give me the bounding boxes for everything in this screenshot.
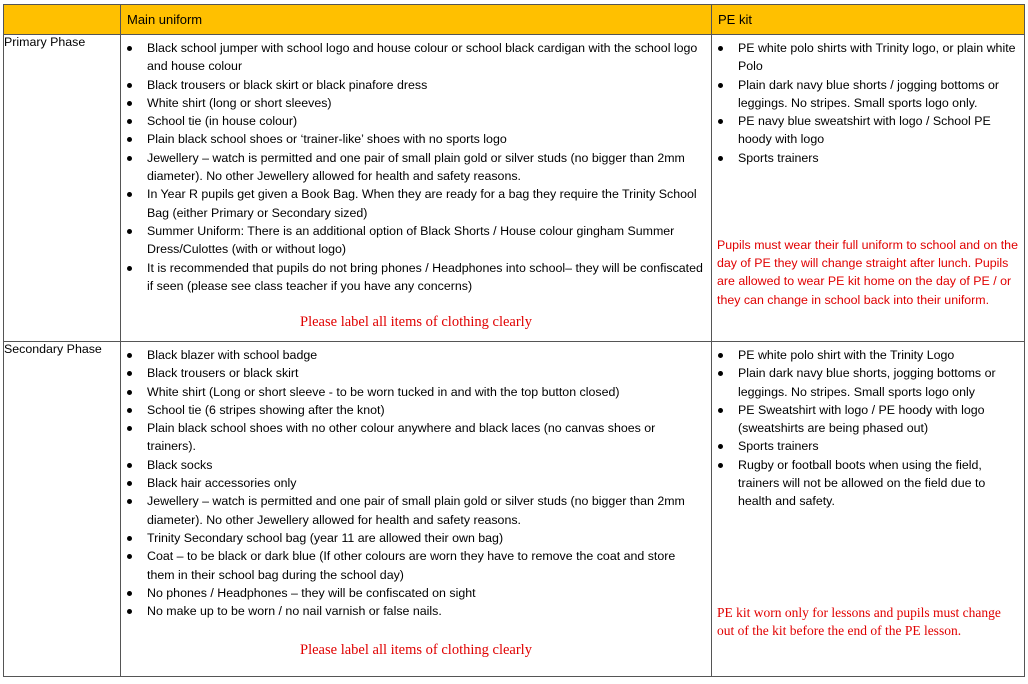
primary-pe-note: Pupils must wear their full uniform to school and on the day of PE they will change straight after lunch. Pupils are allowed to wear PE kit home on the day of PE / or they can change in school back into their uniform.: [717, 238, 1018, 307]
list-item: Plain black school shoes with no other colour anywhere and black laces (no canvas shoes or trainers).: [121, 419, 705, 456]
list-item: PE navy blue sweatshirt with logo / School PE hoody with logo: [712, 112, 1018, 149]
primary-row: [4, 35, 1025, 342]
header-row: [4, 5, 1025, 35]
list-item: Rugby or football boots when using the field, trainers will not be allowed on the field due to health and safety.: [712, 456, 1018, 511]
list-item: PE white polo shirt with the Trinity Logo: [712, 346, 1018, 364]
list-item: In Year R pupils get given a Book Bag. When they are ready for a bag they require the Trinity School Bag (either Primary or Secondary sized): [121, 185, 705, 222]
primary-main-list: [121, 35, 711, 295]
list-item: White shirt (long or short sleeves): [121, 94, 705, 112]
primary-label-note: Please label all items of clothing clearly: [300, 314, 532, 330]
secondary-main-uniform-cell: [121, 342, 712, 677]
secondary-phase-label: Secondary Phase: [4, 342, 121, 677]
list-item: Black hair accessories only: [121, 474, 705, 492]
list-item: Black socks: [121, 456, 705, 474]
list-item: School tie (6 stripes showing after the knot): [121, 401, 705, 419]
list-item: Jewellery – watch is permitted and one pair of small plain gold or silver studs (no bigger than 2mm diameter). No other Jewellery allowed for health and safety reasons.: [121, 492, 705, 529]
list-item: Jewellery – watch is permitted and one pair of small plain gold or silver studs (no bigger than 2mm diameter). No other Jewellery allowed for health and safety reasons.: [121, 149, 705, 186]
primary-phase-label: Primary Phase: [4, 35, 121, 342]
list-item: It is recommended that pupils do not bring phones / Headphones into school– they will be confiscated if seen (please see class teacher if you have any concerns): [121, 259, 705, 296]
list-item: Black blazer with school badge: [121, 346, 705, 364]
list-item: Black school jumper with school logo and house colour or school black cardigan with the school logo and house colour: [121, 39, 705, 76]
list-item: Trinity Secondary school bag (year 11 are allowed their own bag): [121, 529, 705, 547]
list-item: PE white polo shirts with Trinity logo, or plain white Polo: [712, 39, 1018, 76]
secondary-pe-list: [712, 342, 1024, 511]
secondary-label-note: Please label all items of clothing clearly: [300, 642, 532, 658]
list-item: Black trousers or black skirt: [121, 364, 705, 382]
list-item: Summer Uniform: There is an additional option of Black Shorts / House colour gingham Summer Dress/Culottes (with or without logo): [121, 222, 705, 259]
list-item: Plain black school shoes or ‘trainer-like’ shoes with no sports logo: [121, 130, 705, 148]
list-item: Black trousers or black skirt or black pinafore dress: [121, 76, 705, 94]
secondary-pe-note: PE kit worn only for lessons and pupils must change out of the kit before the end of the PE lesson.: [717, 605, 1001, 638]
list-item: No phones / Headphones – they will be confiscated on sight: [121, 584, 705, 602]
list-item: Plain dark navy blue shorts, jogging bottoms or leggings. No stripes. Small sports logo only: [712, 364, 1018, 401]
secondary-row: [4, 342, 1025, 677]
list-item: Sports trainers: [712, 437, 1018, 455]
uniform-table: [3, 4, 1025, 677]
primary-pe-kit-cell: [712, 35, 1025, 342]
header-main-uniform: Main uniform: [121, 5, 712, 35]
list-item: School tie (in house colour): [121, 112, 705, 130]
list-item: Plain dark navy blue shorts / jogging bottoms or leggings. No stripes. Small sports logo only.: [712, 76, 1018, 113]
secondary-pe-kit-cell: [712, 342, 1025, 677]
header-phase-cell: [4, 5, 121, 35]
list-item: Coat – to be black or dark blue (If other colours are worn they have to remove the coat and store them in their school bag during the school day): [121, 547, 705, 584]
secondary-main-list: [121, 342, 711, 620]
list-item: No make up to be worn / no nail varnish or false nails.: [121, 602, 705, 620]
header-pe-kit: PE kit: [712, 5, 1025, 35]
list-item: Sports trainers: [712, 149, 1018, 167]
primary-pe-list: [712, 35, 1024, 167]
primary-main-uniform-cell: [121, 35, 712, 342]
list-item: PE Sweatshirt with logo / PE hoody with logo (sweatshirts are being phased out): [712, 401, 1018, 438]
list-item: White shirt (Long or short sleeve - to be worn tucked in and with the top button closed): [121, 383, 705, 401]
